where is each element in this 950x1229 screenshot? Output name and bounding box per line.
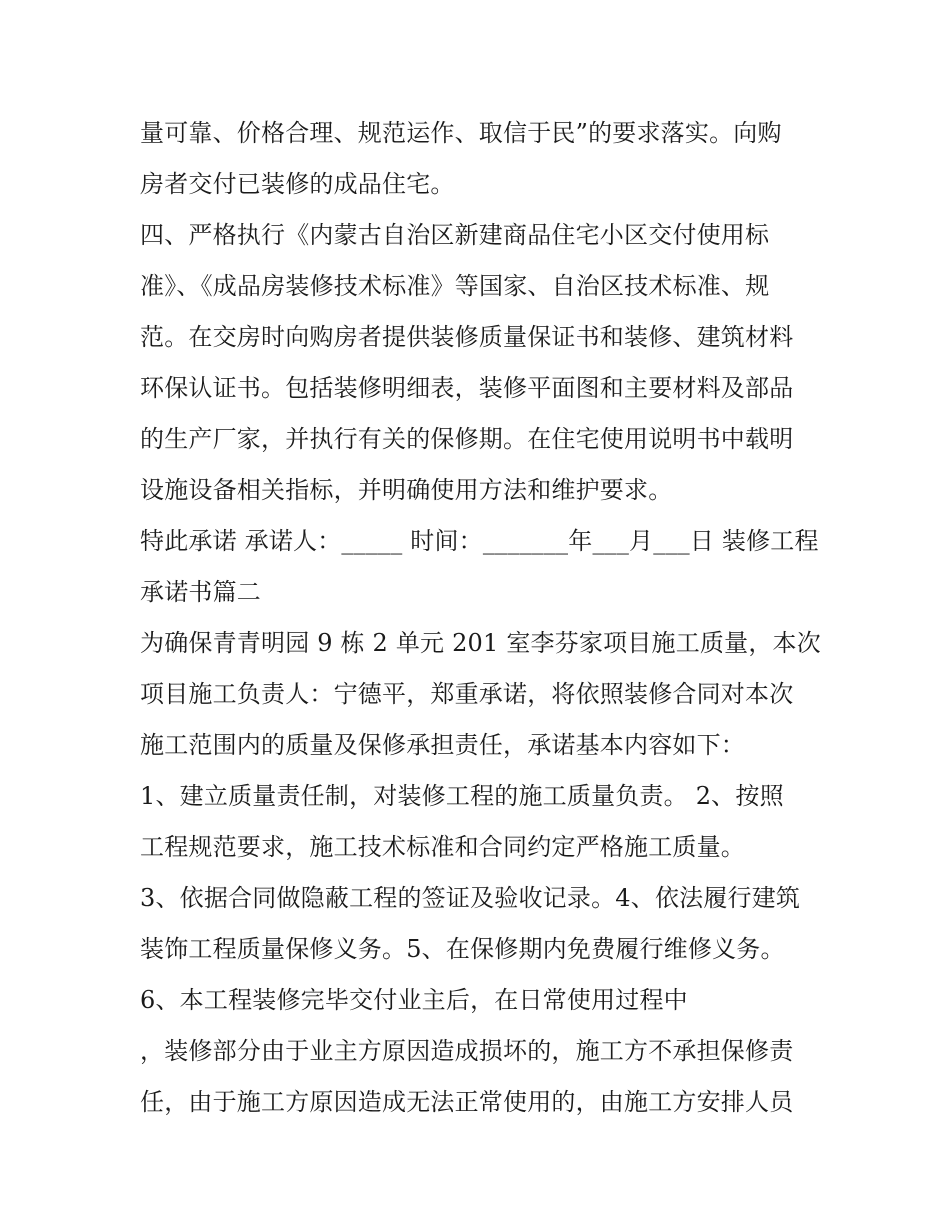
text-line: 工程规范要求，施工技术标准和合同约定严格施工质量。 (140, 833, 745, 861)
text-line: 施工范围内的质量及保修承担责任，承诺基本内容如下： (140, 731, 745, 759)
text-line: 为确保青青明园 9 栋 2 单元 201 室李芬家项目施工质量，本次 (140, 629, 821, 657)
text-line: 3、依据合同做隐蔽工程的签证及验收记录。4、依法履行建筑 (140, 884, 801, 912)
section-heading: 承诺书篇二 (140, 578, 261, 606)
text-line: 范。在交房时向购房者提供装修质量保证书和装修、建筑材料 (140, 323, 794, 351)
document-body (140, 108, 830, 1128)
text-line: 环保认证书。包括装修明细表，装修平面图和主要材料及部品 (140, 374, 794, 402)
text-line: 任，由于施工方原因造成无法正常使用的，由施工方安排人员 (140, 1088, 794, 1116)
text-line: 准》、《成品房装修技术标准》等国家、自治区技术标准、规 (140, 272, 770, 300)
text-line: ，装修部分由于业主方原因造成损坏的，施工方不承担保修责 (140, 1037, 794, 1065)
text-line: 的生产厂家，并执行有关的保修期。在住宅使用说明书中载明 (140, 425, 794, 453)
text-line: 1、建立质量责任制，对装修工程的施工质量负责。 2、按照 (140, 782, 784, 810)
signature-line: 特此承诺 承诺人：_____ 时间：_______年___月___日 装修工程 (140, 527, 819, 555)
text-line: 项目施工负责人：宁德平，郑重承诺，将依照装修合同对本次 (140, 680, 794, 708)
text-line: 四、严格执行《内蒙古自治区新建商品住宅小区交付使用标 (140, 221, 770, 249)
text-line: 装饰工程质量保修义务。5、在保修期内免费履行维修义务。 (140, 935, 785, 963)
text-line: 6、本工程装修完毕交付业主后，在日常使用过程中 (140, 986, 688, 1014)
text-line: 房者交付已装修的成品住宅。 (140, 170, 455, 198)
text-line: 设施设备相关指标，并明确使用方法和维护要求。 (140, 476, 673, 504)
text-line: 量可靠、价格合理、规范运作、取信于民”的要求落实。向购 (140, 119, 782, 147)
